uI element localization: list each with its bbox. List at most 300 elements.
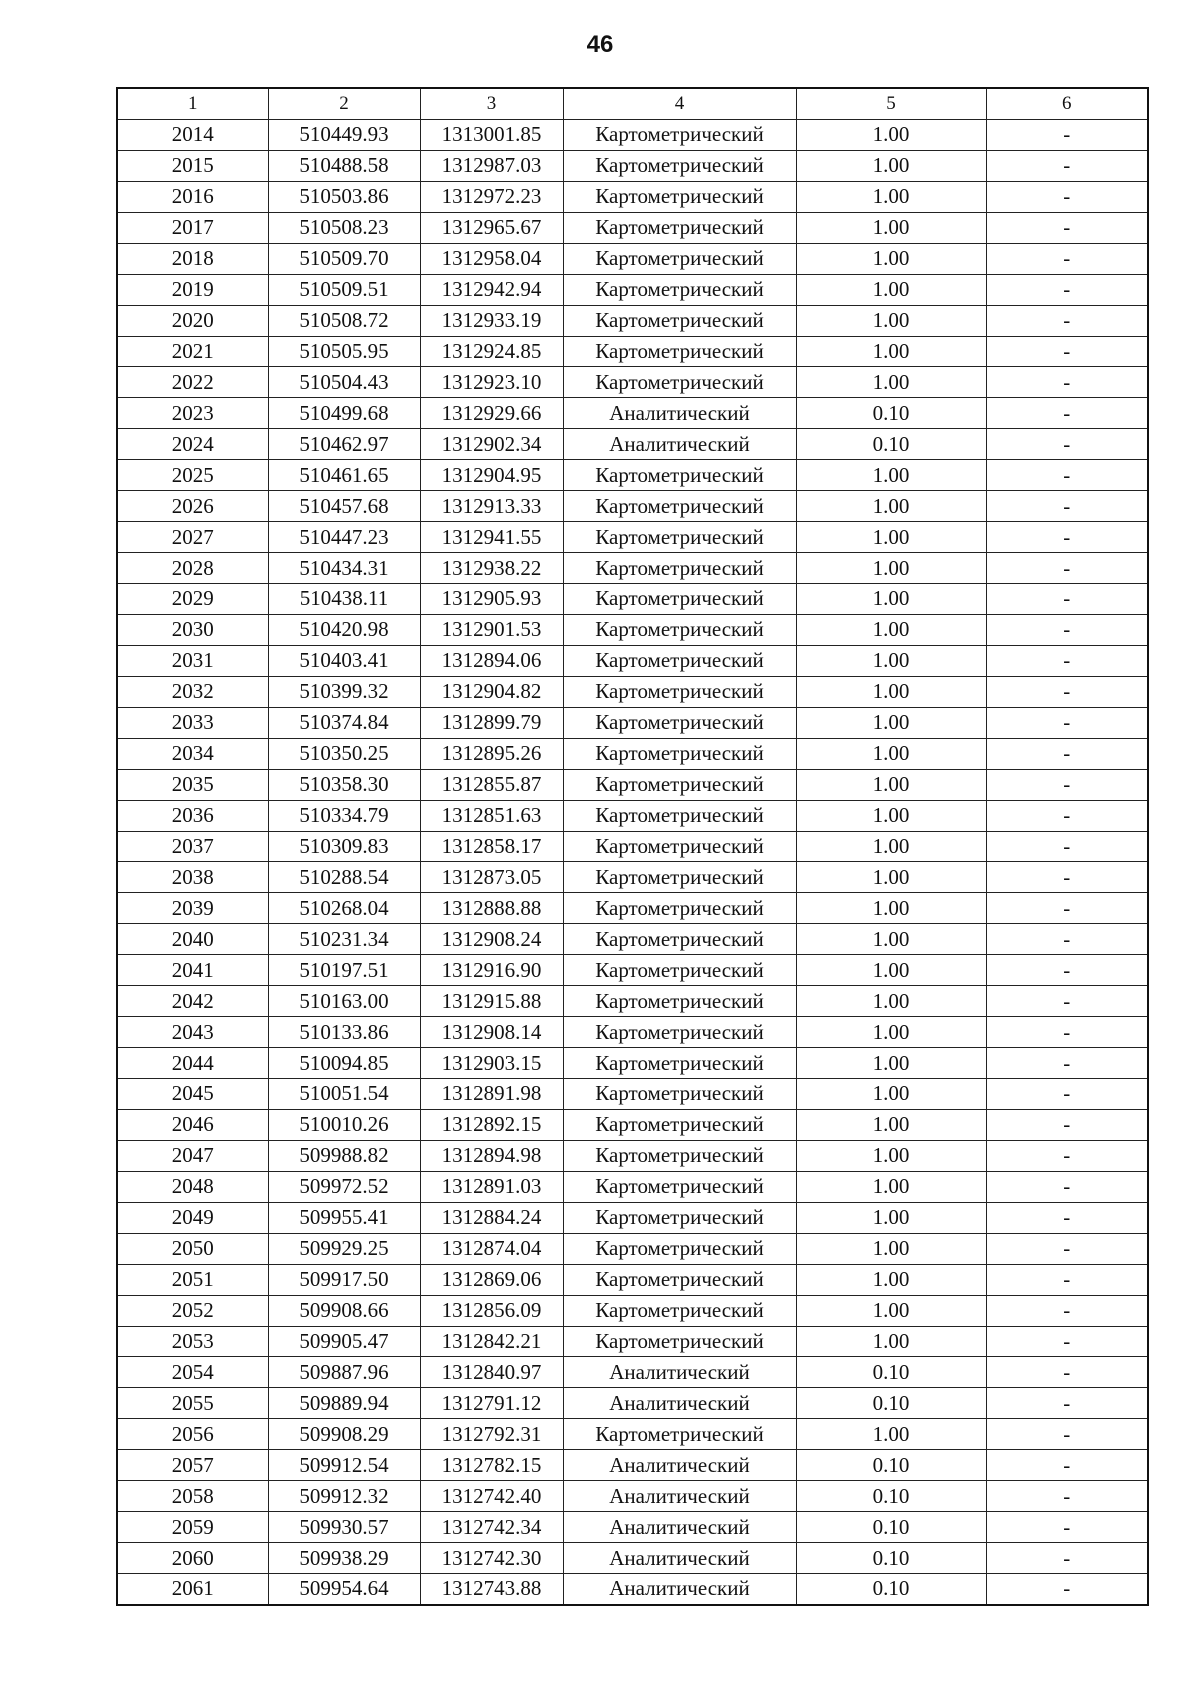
- x-coordinate-cell: 509972.52: [268, 1171, 420, 1202]
- note-cell: -: [986, 243, 1148, 274]
- table-row: [117, 955, 1148, 986]
- coordinates-table: [116, 87, 1149, 1606]
- method-cell: Картометрический: [563, 1048, 796, 1079]
- note-cell: -: [986, 522, 1148, 553]
- x-coordinate-cell: 510449.93: [268, 119, 420, 150]
- method-cell: Картометрический: [563, 707, 796, 738]
- y-coordinate-cell: 1312884.24: [420, 1202, 563, 1233]
- note-cell: -: [986, 150, 1148, 181]
- note-cell: -: [986, 1512, 1148, 1543]
- note-cell: -: [986, 707, 1148, 738]
- accuracy-cell: 1.00: [796, 1017, 986, 1048]
- method-cell: Картометрический: [563, 1326, 796, 1357]
- method-cell: Аналитический: [563, 1388, 796, 1419]
- point-number-cell: 2026: [117, 491, 268, 522]
- table-row: [117, 584, 1148, 615]
- y-coordinate-cell: 1312851.63: [420, 800, 563, 831]
- page-number: 46: [586, 31, 614, 58]
- accuracy-cell: 1.00: [796, 119, 986, 150]
- x-coordinate-cell: 510462.97: [268, 429, 420, 460]
- y-coordinate-cell: 1312874.04: [420, 1233, 563, 1264]
- y-coordinate-cell: 1312858.17: [420, 831, 563, 862]
- y-coordinate-cell: 1312895.26: [420, 738, 563, 769]
- y-coordinate-cell: 1312924.85: [420, 336, 563, 367]
- x-coordinate-cell: 509905.47: [268, 1326, 420, 1357]
- point-number-cell: 2040: [117, 924, 268, 955]
- point-number-cell: 2032: [117, 676, 268, 707]
- y-coordinate-cell: 1312901.53: [420, 614, 563, 645]
- accuracy-cell: 1.00: [796, 336, 986, 367]
- note-cell: -: [986, 274, 1148, 305]
- method-cell: Картометрический: [563, 645, 796, 676]
- x-coordinate-cell: 510010.26: [268, 1109, 420, 1140]
- x-coordinate-cell: 510499.68: [268, 398, 420, 429]
- point-number-cell: 2036: [117, 800, 268, 831]
- y-coordinate-cell: 1312855.87: [420, 769, 563, 800]
- method-cell: Картометрический: [563, 336, 796, 367]
- point-number-cell: 2054: [117, 1357, 268, 1388]
- table-row: [117, 862, 1148, 893]
- accuracy-cell: 1.00: [796, 986, 986, 1017]
- note-cell: -: [986, 986, 1148, 1017]
- note-cell: -: [986, 1295, 1148, 1326]
- point-number-cell: 2060: [117, 1543, 268, 1574]
- column-header: 2: [268, 88, 420, 119]
- accuracy-cell: 1.00: [796, 800, 986, 831]
- accuracy-cell: 1.00: [796, 553, 986, 584]
- table-row: [117, 150, 1148, 181]
- y-coordinate-cell: 1312743.88: [420, 1574, 563, 1605]
- y-coordinate-cell: 1312742.30: [420, 1543, 563, 1574]
- table-row: [117, 738, 1148, 769]
- note-cell: -: [986, 738, 1148, 769]
- method-cell: Аналитический: [563, 1357, 796, 1388]
- method-cell: Картометрический: [563, 553, 796, 584]
- note-cell: -: [986, 584, 1148, 615]
- table-row: [117, 800, 1148, 831]
- method-cell: Картометрический: [563, 676, 796, 707]
- accuracy-cell: 1.00: [796, 955, 986, 986]
- y-coordinate-cell: 1312873.05: [420, 862, 563, 893]
- method-cell: Картометрический: [563, 800, 796, 831]
- y-coordinate-cell: 1312923.10: [420, 367, 563, 398]
- point-number-cell: 2045: [117, 1079, 268, 1110]
- x-coordinate-cell: 510420.98: [268, 614, 420, 645]
- note-cell: -: [986, 893, 1148, 924]
- point-number-cell: 2021: [117, 336, 268, 367]
- method-cell: Аналитический: [563, 398, 796, 429]
- table-row: [117, 429, 1148, 460]
- table-row: [117, 1450, 1148, 1481]
- method-cell: Аналитический: [563, 1574, 796, 1605]
- table-row: [117, 212, 1148, 243]
- accuracy-cell: 1.00: [796, 738, 986, 769]
- accuracy-cell: 1.00: [796, 491, 986, 522]
- table-row: [117, 119, 1148, 150]
- x-coordinate-cell: 509917.50: [268, 1264, 420, 1295]
- x-coordinate-cell: 510399.32: [268, 676, 420, 707]
- y-coordinate-cell: 1312933.19: [420, 305, 563, 336]
- x-coordinate-cell: 509929.25: [268, 1233, 420, 1264]
- y-coordinate-cell: 1312891.03: [420, 1171, 563, 1202]
- y-coordinate-cell: 1312842.21: [420, 1326, 563, 1357]
- y-coordinate-cell: 1312892.15: [420, 1109, 563, 1140]
- method-cell: Картометрический: [563, 460, 796, 491]
- accuracy-cell: 1.00: [796, 645, 986, 676]
- method-cell: Картометрический: [563, 522, 796, 553]
- point-number-cell: 2043: [117, 1017, 268, 1048]
- point-number-cell: 2061: [117, 1574, 268, 1605]
- y-coordinate-cell: 1312894.98: [420, 1140, 563, 1171]
- y-coordinate-cell: 1312903.15: [420, 1048, 563, 1079]
- accuracy-cell: 1.00: [796, 1295, 986, 1326]
- method-cell: Картометрический: [563, 367, 796, 398]
- note-cell: -: [986, 1574, 1148, 1605]
- x-coordinate-cell: 509887.96: [268, 1357, 420, 1388]
- y-coordinate-cell: 1312908.14: [420, 1017, 563, 1048]
- x-coordinate-cell: 510133.86: [268, 1017, 420, 1048]
- x-coordinate-cell: 510051.54: [268, 1079, 420, 1110]
- accuracy-cell: 0.10: [796, 398, 986, 429]
- note-cell: -: [986, 212, 1148, 243]
- method-cell: Картометрический: [563, 274, 796, 305]
- note-cell: -: [986, 955, 1148, 986]
- note-cell: -: [986, 645, 1148, 676]
- x-coordinate-cell: 510268.04: [268, 893, 420, 924]
- table-row: [117, 305, 1148, 336]
- point-number-cell: 2050: [117, 1233, 268, 1264]
- table-row: [117, 1481, 1148, 1512]
- table-row: [117, 1295, 1148, 1326]
- note-cell: -: [986, 305, 1148, 336]
- accuracy-cell: 0.10: [796, 429, 986, 460]
- y-coordinate-cell: 1312891.98: [420, 1079, 563, 1110]
- x-coordinate-cell: 510163.00: [268, 986, 420, 1017]
- table-row: [117, 1574, 1148, 1605]
- table-row: [117, 336, 1148, 367]
- x-coordinate-cell: 510288.54: [268, 862, 420, 893]
- note-cell: -: [986, 831, 1148, 862]
- accuracy-cell: 1.00: [796, 1048, 986, 1079]
- column-header: 1: [117, 88, 268, 119]
- x-coordinate-cell: 509908.66: [268, 1295, 420, 1326]
- note-cell: -: [986, 367, 1148, 398]
- table-row: [117, 1543, 1148, 1574]
- note-cell: -: [986, 1079, 1148, 1110]
- note-cell: -: [986, 1543, 1148, 1574]
- table-header-row: [117, 88, 1148, 119]
- accuracy-cell: 1.00: [796, 707, 986, 738]
- x-coordinate-cell: 510461.65: [268, 460, 420, 491]
- y-coordinate-cell: 1312942.94: [420, 274, 563, 305]
- note-cell: -: [986, 676, 1148, 707]
- point-number-cell: 2052: [117, 1295, 268, 1326]
- point-number-cell: 2048: [117, 1171, 268, 1202]
- method-cell: Картометрический: [563, 893, 796, 924]
- point-number-cell: 2030: [117, 614, 268, 645]
- note-cell: -: [986, 460, 1148, 491]
- note-cell: -: [986, 1388, 1148, 1419]
- note-cell: -: [986, 769, 1148, 800]
- y-coordinate-cell: 1312792.31: [420, 1419, 563, 1450]
- x-coordinate-cell: 510503.86: [268, 181, 420, 212]
- table-row: [117, 274, 1148, 305]
- x-coordinate-cell: 510457.68: [268, 491, 420, 522]
- note-cell: -: [986, 491, 1148, 522]
- point-number-cell: 2023: [117, 398, 268, 429]
- accuracy-cell: 1.00: [796, 1233, 986, 1264]
- accuracy-cell: 1.00: [796, 150, 986, 181]
- x-coordinate-cell: 510447.23: [268, 522, 420, 553]
- y-coordinate-cell: 1312987.03: [420, 150, 563, 181]
- table-row: [117, 1140, 1148, 1171]
- note-cell: -: [986, 1048, 1148, 1079]
- method-cell: Аналитический: [563, 1512, 796, 1543]
- method-cell: Картометрический: [563, 212, 796, 243]
- note-cell: -: [986, 398, 1148, 429]
- note-cell: -: [986, 1140, 1148, 1171]
- table-row: [117, 676, 1148, 707]
- note-cell: -: [986, 1233, 1148, 1264]
- y-coordinate-cell: 1312938.22: [420, 553, 563, 584]
- note-cell: -: [986, 336, 1148, 367]
- y-coordinate-cell: 1312904.82: [420, 676, 563, 707]
- y-coordinate-cell: 1312908.24: [420, 924, 563, 955]
- note-cell: -: [986, 1450, 1148, 1481]
- note-cell: -: [986, 1017, 1148, 1048]
- accuracy-cell: 1.00: [796, 614, 986, 645]
- point-number-cell: 2042: [117, 986, 268, 1017]
- accuracy-cell: 1.00: [796, 522, 986, 553]
- accuracy-cell: 1.00: [796, 243, 986, 274]
- y-coordinate-cell: 1312958.04: [420, 243, 563, 274]
- table-row: [117, 491, 1148, 522]
- accuracy-cell: 1.00: [796, 367, 986, 398]
- method-cell: Картометрический: [563, 955, 796, 986]
- y-coordinate-cell: 1312899.79: [420, 707, 563, 738]
- accuracy-cell: 0.10: [796, 1388, 986, 1419]
- x-coordinate-cell: 510508.23: [268, 212, 420, 243]
- accuracy-cell: 1.00: [796, 212, 986, 243]
- column-header: 6: [986, 88, 1148, 119]
- y-coordinate-cell: 1312904.95: [420, 460, 563, 491]
- point-number-cell: 2049: [117, 1202, 268, 1233]
- accuracy-cell: 1.00: [796, 1109, 986, 1140]
- point-number-cell: 2037: [117, 831, 268, 862]
- table-row: [117, 553, 1148, 584]
- method-cell: Картометрический: [563, 491, 796, 522]
- table-row: [117, 924, 1148, 955]
- x-coordinate-cell: 510509.70: [268, 243, 420, 274]
- point-number-cell: 2058: [117, 1481, 268, 1512]
- method-cell: Картометрический: [563, 584, 796, 615]
- note-cell: -: [986, 1202, 1148, 1233]
- x-coordinate-cell: 509955.41: [268, 1202, 420, 1233]
- y-coordinate-cell: 1312791.12: [420, 1388, 563, 1419]
- y-coordinate-cell: 1312902.34: [420, 429, 563, 460]
- point-number-cell: 2034: [117, 738, 268, 769]
- note-cell: -: [986, 1357, 1148, 1388]
- accuracy-cell: 1.00: [796, 1326, 986, 1357]
- accuracy-cell: 1.00: [796, 831, 986, 862]
- y-coordinate-cell: 1313001.85: [420, 119, 563, 150]
- column-header: 4: [563, 88, 796, 119]
- accuracy-cell: 1.00: [796, 1171, 986, 1202]
- table-row: [117, 1048, 1148, 1079]
- x-coordinate-cell: 510509.51: [268, 274, 420, 305]
- y-coordinate-cell: 1312916.90: [420, 955, 563, 986]
- note-cell: -: [986, 1326, 1148, 1357]
- y-coordinate-cell: 1312965.67: [420, 212, 563, 243]
- note-cell: -: [986, 553, 1148, 584]
- table-row: [117, 645, 1148, 676]
- y-coordinate-cell: 1312840.97: [420, 1357, 563, 1388]
- y-coordinate-cell: 1312782.15: [420, 1450, 563, 1481]
- point-number-cell: 2022: [117, 367, 268, 398]
- method-cell: Картометрический: [563, 986, 796, 1017]
- point-number-cell: 2031: [117, 645, 268, 676]
- x-coordinate-cell: 510231.34: [268, 924, 420, 955]
- method-cell: Картометрический: [563, 305, 796, 336]
- point-number-cell: 2019: [117, 274, 268, 305]
- method-cell: Картометрический: [563, 1264, 796, 1295]
- accuracy-cell: 1.00: [796, 460, 986, 491]
- y-coordinate-cell: 1312856.09: [420, 1295, 563, 1326]
- point-number-cell: 2056: [117, 1419, 268, 1450]
- y-coordinate-cell: 1312929.66: [420, 398, 563, 429]
- table-row: [117, 1357, 1148, 1388]
- x-coordinate-cell: 510438.11: [268, 584, 420, 615]
- method-cell: Картометрический: [563, 243, 796, 274]
- x-coordinate-cell: 509938.29: [268, 1543, 420, 1574]
- accuracy-cell: 1.00: [796, 1419, 986, 1450]
- point-number-cell: 2046: [117, 1109, 268, 1140]
- point-number-cell: 2027: [117, 522, 268, 553]
- point-number-cell: 2028: [117, 553, 268, 584]
- table-row: [117, 181, 1148, 212]
- y-coordinate-cell: 1312742.40: [420, 1481, 563, 1512]
- accuracy-cell: 0.10: [796, 1450, 986, 1481]
- x-coordinate-cell: 510505.95: [268, 336, 420, 367]
- x-coordinate-cell: 510434.31: [268, 553, 420, 584]
- method-cell: Картометрический: [563, 1202, 796, 1233]
- y-coordinate-cell: 1312913.33: [420, 491, 563, 522]
- table-row: [117, 1326, 1148, 1357]
- point-number-cell: 2029: [117, 584, 268, 615]
- point-number-cell: 2016: [117, 181, 268, 212]
- y-coordinate-cell: 1312972.23: [420, 181, 563, 212]
- accuracy-cell: 0.10: [796, 1357, 986, 1388]
- x-coordinate-cell: 510403.41: [268, 645, 420, 676]
- note-cell: -: [986, 119, 1148, 150]
- point-number-cell: 2017: [117, 212, 268, 243]
- y-coordinate-cell: 1312915.88: [420, 986, 563, 1017]
- accuracy-cell: 1.00: [796, 862, 986, 893]
- x-coordinate-cell: 510508.72: [268, 305, 420, 336]
- table-row: [117, 1419, 1148, 1450]
- x-coordinate-cell: 510488.58: [268, 150, 420, 181]
- method-cell: Аналитический: [563, 1450, 796, 1481]
- x-coordinate-cell: 510197.51: [268, 955, 420, 986]
- point-number-cell: 2024: [117, 429, 268, 460]
- x-coordinate-cell: 509908.29: [268, 1419, 420, 1450]
- method-cell: Картометрический: [563, 1419, 796, 1450]
- x-coordinate-cell: 510504.43: [268, 367, 420, 398]
- note-cell: -: [986, 800, 1148, 831]
- table-row: [117, 243, 1148, 274]
- point-number-cell: 2044: [117, 1048, 268, 1079]
- table-row: [117, 1202, 1148, 1233]
- point-number-cell: 2051: [117, 1264, 268, 1295]
- method-cell: Картометрический: [563, 181, 796, 212]
- accuracy-cell: 1.00: [796, 1079, 986, 1110]
- point-number-cell: 2059: [117, 1512, 268, 1543]
- method-cell: Картометрический: [563, 1109, 796, 1140]
- method-cell: Картометрический: [563, 769, 796, 800]
- point-number-cell: 2053: [117, 1326, 268, 1357]
- x-coordinate-cell: 509954.64: [268, 1574, 420, 1605]
- accuracy-cell: 1.00: [796, 1202, 986, 1233]
- table-row: [117, 1109, 1148, 1140]
- table-row: [117, 367, 1148, 398]
- point-number-cell: 2057: [117, 1450, 268, 1481]
- table-row: [117, 398, 1148, 429]
- note-cell: -: [986, 614, 1148, 645]
- x-coordinate-cell: 510094.85: [268, 1048, 420, 1079]
- point-number-cell: 2055: [117, 1388, 268, 1419]
- table-row: [117, 1017, 1148, 1048]
- point-number-cell: 2015: [117, 150, 268, 181]
- table-row: [117, 1079, 1148, 1110]
- method-cell: Картометрический: [563, 614, 796, 645]
- table-row: [117, 1233, 1148, 1264]
- table-body: [117, 119, 1148, 1605]
- accuracy-cell: 1.00: [796, 676, 986, 707]
- point-number-cell: 2014: [117, 119, 268, 150]
- method-cell: Картометрический: [563, 1233, 796, 1264]
- y-coordinate-cell: 1312869.06: [420, 1264, 563, 1295]
- accuracy-cell: 0.10: [796, 1574, 986, 1605]
- note-cell: -: [986, 924, 1148, 955]
- note-cell: -: [986, 862, 1148, 893]
- accuracy-cell: 1.00: [796, 584, 986, 615]
- x-coordinate-cell: 510374.84: [268, 707, 420, 738]
- accuracy-cell: 1.00: [796, 769, 986, 800]
- point-number-cell: 2035: [117, 769, 268, 800]
- table-row: [117, 1512, 1148, 1543]
- table-row: [117, 522, 1148, 553]
- point-number-cell: 2041: [117, 955, 268, 986]
- point-number-cell: 2038: [117, 862, 268, 893]
- method-cell: Картометрический: [563, 1017, 796, 1048]
- column-header: 3: [420, 88, 563, 119]
- note-cell: -: [986, 429, 1148, 460]
- point-number-cell: 2018: [117, 243, 268, 274]
- table-row: [117, 614, 1148, 645]
- y-coordinate-cell: 1312888.88: [420, 893, 563, 924]
- x-coordinate-cell: 509912.32: [268, 1481, 420, 1512]
- x-coordinate-cell: 510309.83: [268, 831, 420, 862]
- table-row: [117, 986, 1148, 1017]
- method-cell: Картометрический: [563, 150, 796, 181]
- method-cell: Картометрический: [563, 738, 796, 769]
- note-cell: -: [986, 1264, 1148, 1295]
- method-cell: Картометрический: [563, 831, 796, 862]
- table-row: [117, 769, 1148, 800]
- table-row: [117, 1388, 1148, 1419]
- point-number-cell: 2039: [117, 893, 268, 924]
- x-coordinate-cell: 510358.30: [268, 769, 420, 800]
